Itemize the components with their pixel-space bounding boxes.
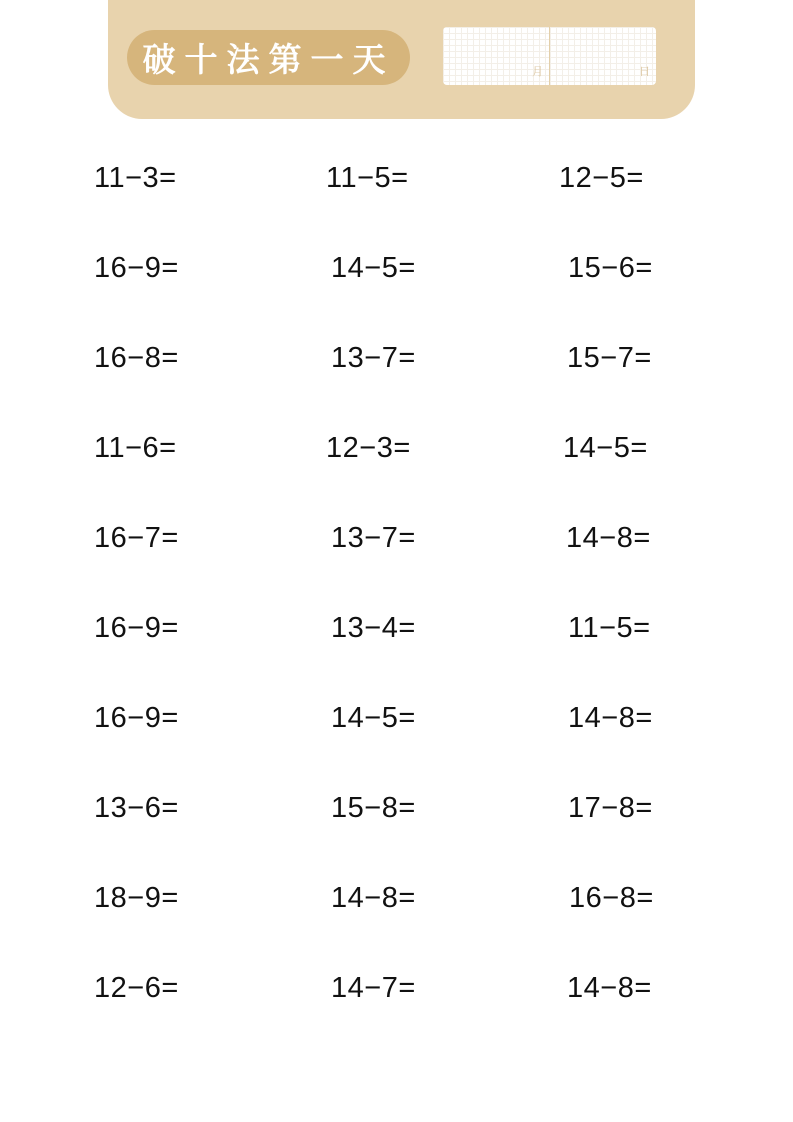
problem: 16−9= — [94, 702, 179, 734]
problem: 16−7= — [94, 522, 179, 554]
problem: 11−5= — [568, 612, 651, 644]
problem: 16−8= — [94, 342, 179, 374]
problem: 15−6= — [568, 252, 653, 284]
problem: 14−8= — [568, 702, 653, 734]
day-field[interactable] — [549, 27, 656, 85]
month-label: 月 — [532, 65, 543, 78]
problem: 16−9= — [94, 252, 179, 284]
problem: 14−5= — [563, 432, 648, 464]
problem: 18−9= — [94, 882, 179, 914]
problem: 16−9= — [94, 612, 179, 644]
problem: 14−8= — [567, 972, 652, 1004]
problem: 12−3= — [326, 432, 411, 464]
problem: 13−4= — [331, 612, 416, 644]
date-box — [443, 27, 656, 85]
problem: 12−5= — [559, 162, 644, 194]
problem: 15−7= — [567, 342, 652, 374]
problem: 13−6= — [94, 792, 179, 824]
problem: 13−7= — [331, 522, 416, 554]
problem: 11−5= — [326, 162, 409, 194]
problem: 14−8= — [566, 522, 651, 554]
problem: 16−8= — [569, 882, 654, 914]
problem: 12−6= — [94, 972, 179, 1004]
problem: 13−7= — [331, 342, 416, 374]
problem: 14−7= — [331, 972, 416, 1004]
problem: 14−8= — [331, 882, 416, 914]
problem: 11−6= — [94, 432, 177, 464]
worksheet-title: 破十法第一天 — [127, 30, 410, 85]
day-label: 日 — [639, 65, 650, 78]
problem: 17−8= — [568, 792, 653, 824]
month-field[interactable] — [443, 27, 549, 85]
problem: 15−8= — [331, 792, 416, 824]
problem: 11−3= — [94, 162, 177, 194]
problem: 14−5= — [331, 702, 416, 734]
header-banner — [108, 0, 695, 119]
problem: 14−5= — [331, 252, 416, 284]
